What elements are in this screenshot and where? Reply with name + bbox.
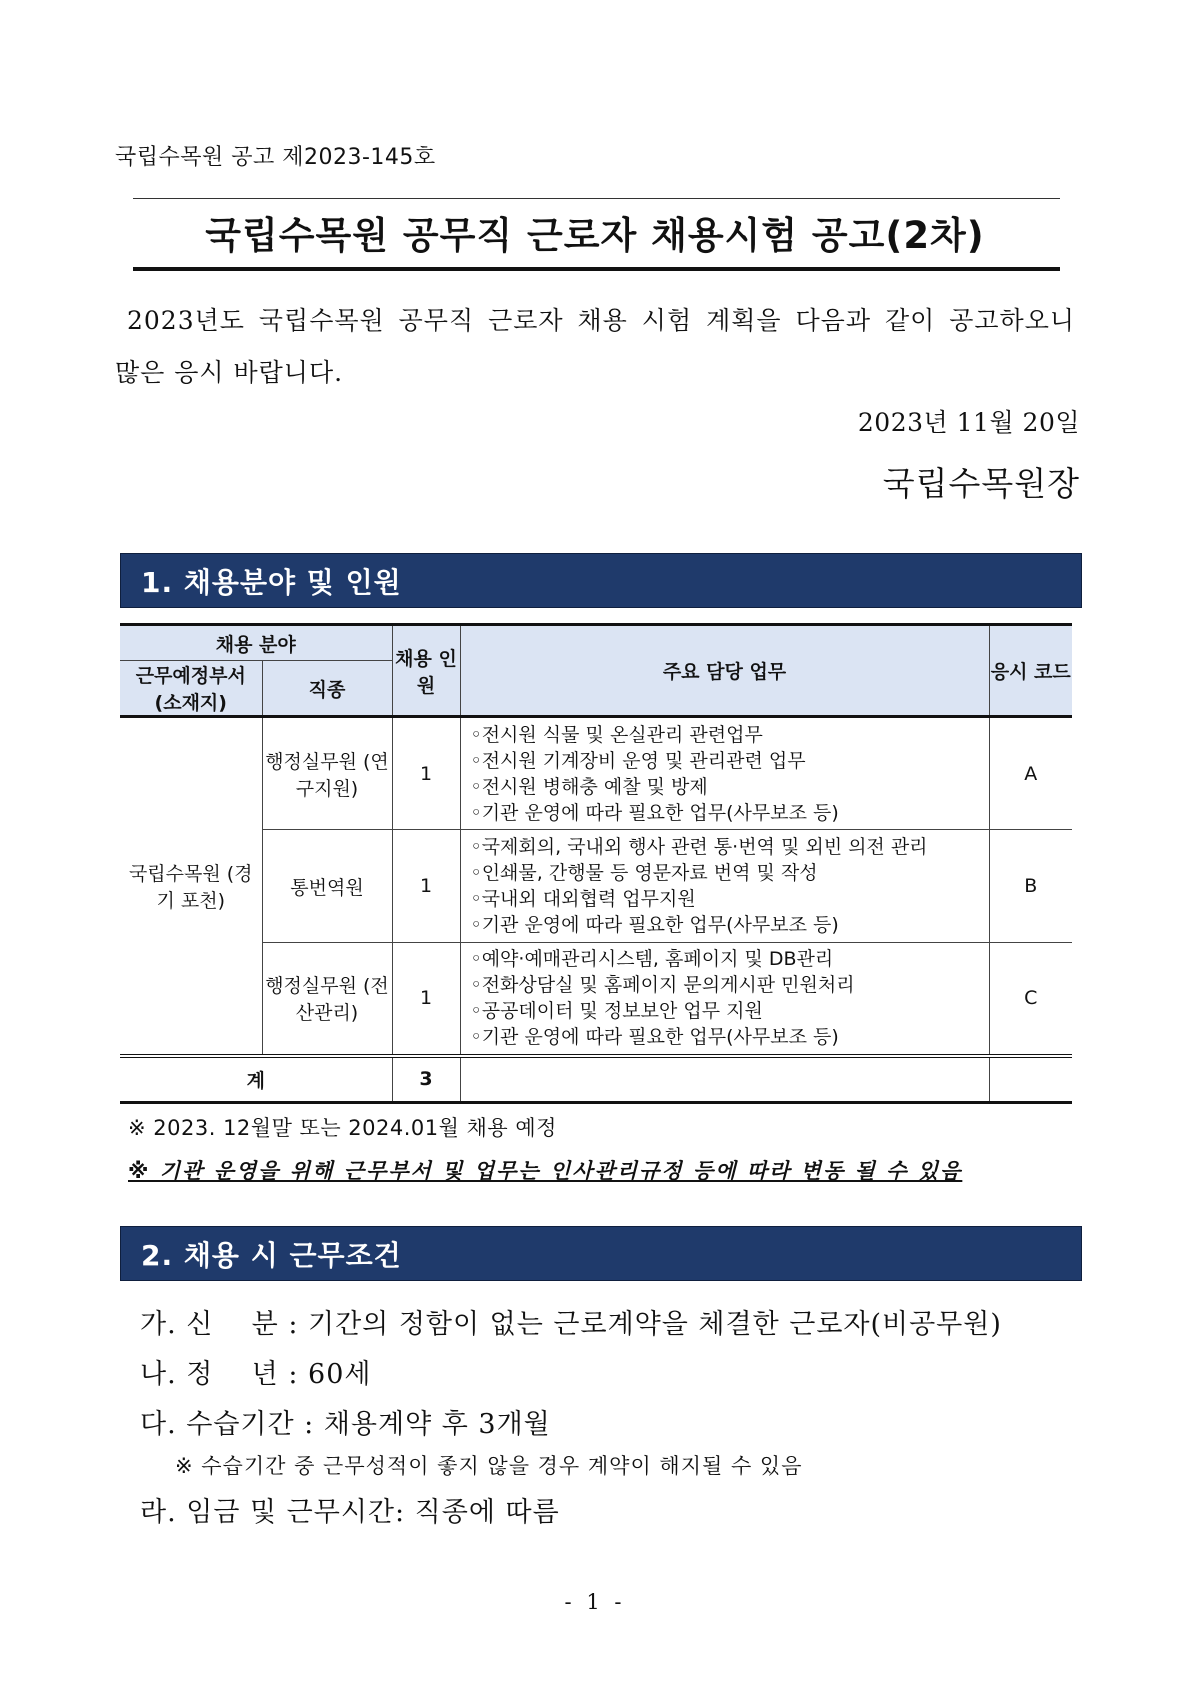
page-number: - 1 - (564, 1590, 626, 1614)
title-top-rule (133, 198, 1060, 199)
total-empty-cell (460, 1056, 989, 1103)
code-cell: A (989, 717, 1072, 830)
notice-date: 2023년 11월 20일 (857, 408, 1080, 437)
duty-item: ◦전화상담실 및 홈페이지 문의게시판 민원처리 (470, 974, 855, 997)
intro-line-2: 많은 응시 바랍니다. (115, 358, 344, 387)
signer: 국립수목원장 (882, 464, 1080, 503)
count-cell: 1 (392, 717, 460, 830)
table-row (120, 943, 1072, 1056)
duty-item: ◦공공데이터 및 정보보안 업무 지원 (470, 1000, 763, 1023)
duty-item: ◦국제회의, 국내외 행사 관련 통·번역 및 외빈 의전 관리 (470, 836, 928, 858)
header-department: 근무예정부서 (소재지) (120, 661, 262, 717)
condition-value: 60세 (308, 1359, 372, 1390)
intro-line-1: 2023년도 국립수목원 공무직 근로자 채용 시험 계획을 다음과 같이 공고하오니 (127, 306, 1075, 335)
job-cell: 행정실무원 (전산관리) (262, 943, 392, 1056)
header-code: 응시 코드 (989, 625, 1072, 717)
duty-item: ◦전시원 식물 및 온실관리 관련업무 (470, 723, 763, 746)
condition-wage-hours (140, 1490, 560, 1529)
condition-label: 라. 임금 및 근무시간: (140, 1497, 415, 1528)
count-cell: 1 (392, 943, 460, 1056)
header-duties: 주요 담당 업무 (460, 625, 989, 717)
condition-label: 나. 정 년 : (140, 1359, 309, 1390)
assignment-change-note: ※ 기관 운영을 위해 근무부서 및 업무는 인사관리규정 등에 따라 변동 될 수 있음 (128, 1159, 963, 1183)
duty-item: ◦기관 운영에 따라 필요한 업무(사무보조 등) (470, 914, 839, 936)
hiring-schedule-note: ※ 2023. 12월말 또는 2024.01월 채용 예정 (128, 1116, 557, 1140)
duty-item: ◦전시원 기계장비 운영 및 관리관련 업무 (470, 749, 806, 772)
page-title: 국립수목원 공무직 근로자 채용시험 공고(2차) (205, 214, 985, 257)
job-cell: 통번역원 (262, 830, 392, 943)
table-row (120, 717, 1072, 830)
duty-item: ◦기관 운영에 따라 필요한 업무(사무보조 등) (470, 801, 839, 824)
duties-cell (460, 717, 989, 830)
job-cell: 행정실무원 (연구지원) (262, 717, 392, 830)
table-row (120, 830, 1072, 943)
title-bottom-rule (133, 267, 1060, 271)
header-count: 채용 인원 (392, 625, 460, 717)
condition-status (140, 1302, 1002, 1341)
condition-value: 직종에 따름 (414, 1497, 560, 1528)
section-1-heading: 1. 채용분야 및 인원 (120, 553, 1082, 608)
department-cell: 국립수목원 (경기 포천) (120, 717, 262, 1056)
recruitment-table (120, 623, 1072, 1104)
condition-label: 다. 수습기간 : (140, 1409, 324, 1440)
total-value: 3 (392, 1056, 460, 1103)
intro-paragraph (115, 295, 1075, 399)
condition-probation (140, 1402, 551, 1441)
duty-item: ◦국내외 대외협력 업무지원 (470, 888, 696, 910)
duty-item: ◦전시원 병해충 예찰 및 방제 (470, 775, 708, 798)
header-job: 직종 (262, 661, 392, 717)
count-cell: 1 (392, 830, 460, 943)
total-empty-cell (989, 1056, 1072, 1103)
total-label: 계 (120, 1056, 392, 1103)
duties-cell (460, 830, 989, 943)
code-cell: B (989, 830, 1072, 943)
condition-value: 채용계약 후 3개월 (323, 1409, 551, 1440)
duty-item: ◦예약·예매관리시스템, 홈페이지 및 DB관리 (470, 948, 834, 971)
probation-note: ※ 수습기간 중 근무성적이 좋지 않을 경우 계약이 해지될 수 있음 (175, 1454, 803, 1478)
total-row (120, 1056, 1072, 1103)
duty-item: ◦기관 운영에 따라 필요한 업무(사무보조 등) (470, 1026, 839, 1049)
section-2-heading: 2. 채용 시 근무조건 (120, 1226, 1082, 1281)
code-cell: C (989, 943, 1072, 1056)
condition-label: 가. 신 분 : (140, 1309, 309, 1340)
duty-item: ◦인쇄물, 간행물 등 영문자료 번역 및 작성 (470, 862, 818, 884)
condition-value: 기간의 정함이 없는 근로계약을 체결한 근로자(비공무원) (308, 1309, 1002, 1340)
header-field: 채용 분야 (120, 625, 392, 661)
condition-retirement (140, 1352, 371, 1391)
notice-number: 국립수목원 공고 제2023-145호 (115, 145, 436, 170)
duties-cell (460, 943, 989, 1056)
